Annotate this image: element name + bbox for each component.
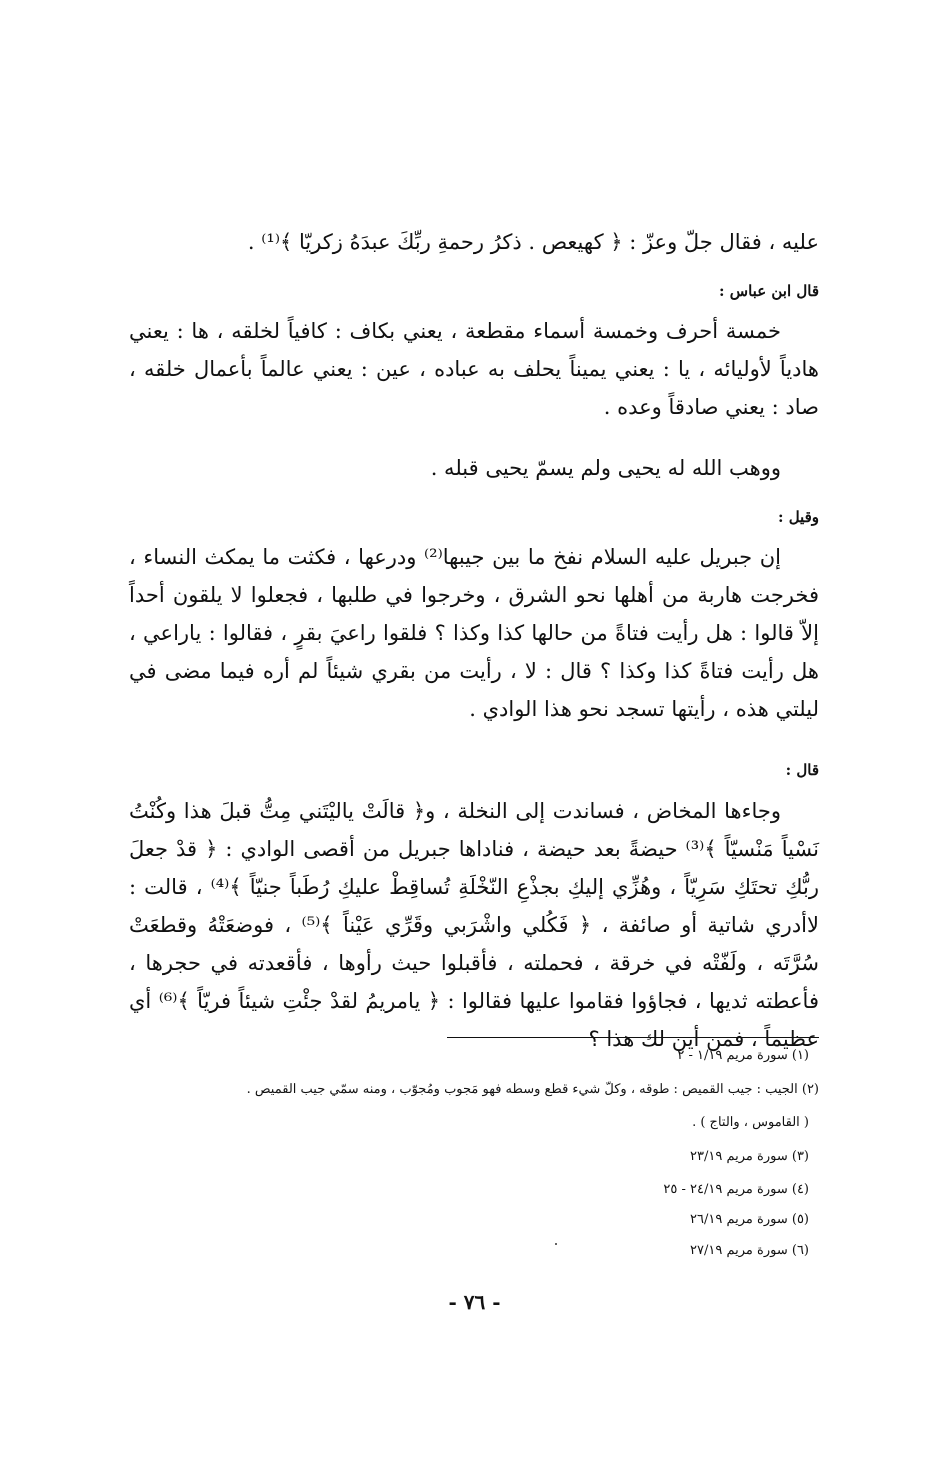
paragraph-ibn-abbas: خمسة أحرف وخمسة أسماء مقطعة ، يعني بكاف : كافياً لخلقه ، ها : يعني هادياً لأوليائه ، يا : يعني يميناً يحلف به عباده ، عين : يعني عالماً بأعمال خلقه ، صاد : يعني صادقاً وعده . [129,319,819,419]
footnote-3: (٣) سورة مريم ٢٣/١٩ [690,1149,809,1164]
page-number: - ٧٦ - [448,1290,501,1314]
footnote-1: (١) سورة مريم ١/١٩ - ٢ [677,1048,809,1063]
footnote-separator [447,1037,819,1038]
paragraph-maryam: وجاءها المخاض ، فساندت إلى النخلة ، و﴿ قالَتْ ياليْتَني مِتُّ قبلَ هذا وكُنْتُ نَسْياً مَنْسيّاً ﴾⁽³⁾ حيضةً بعد حيضة ، فناداها جبريل من أقصى الوادي : ﴿ قدْ جعلَ ربُّكِ تحتَكِ سَرِيّاً ، وهُزِّي إليكِ بجذْعِ النّخْلَةِ تُساقِطْ عليكِ رُطَباً جنيّاً ﴾⁽⁴⁾ ، قالت : لاأدري شاتية أو صائفة ، ﴿ فَكُلي واشْرَبي وقَرِّي عَيْناً ﴾⁽⁵⁾ ، فوضعَتْهُ وقطعَتْ سُرَّتَه ، ولَفّتْه في خرقة ، فحملته ، فأقبلوا حيث رأوها ، فأقعدته في حجرها ، فأعطته ثديها ، فجاؤوا فقاموا عليها فقالوا : ﴿ يامريمُ لقدْ جئْتِ شيئاً فريّاً ﴾⁽⁶⁾ أي عظيماً ، فمن أين لك هذا ؟ [129,799,820,1051]
paragraph-jibril: إن جبريل عليه السلام نفخ ما بين جيبها⁽²⁾ ودرعها ، فكثت ما يمكث النساء ، فخرجت هاربة من أهلها نحو الشرق ، وخرجوا في طلبها ، فجعلوا لا يلقون أحداً إلاّ قالوا : هل رأيت فتاةً من حالها كذا وكذا ؟ فلقوا راعيَ بقرٍ ، فقالوا : ياراعي ، هل رأيت فتاةً كذا وكذا ؟ قال : لا ، رأيت من بقري شيئاً لم أره فيما مضى في ليلتي هذه ، رأيتها تسجد نحو هذا الوادي . [129,545,819,721]
paragraph-yahya: ووهب الله له يحيى ولم يسمّ يحيى قبله . [430,456,781,480]
paragraph-continuation: عليه ، فقال جلّ وعزّ : ﴿ كهيعص . ذكرُ رحمةِ ربِّكَ عبدَهُ زكريّا ﴾⁽¹⁾ . [247,230,819,254]
section-heading-qila: وقيل : [777,508,819,526]
section-heading-qal: قال : [785,761,819,779]
footnote-5: (٥) سورة مريم ٢٦/١٩ [690,1212,809,1227]
footnote-4: (٤) سورة مريم ٢٤/١٩ - ٢٥ [663,1182,809,1197]
stray-mark [555,1243,557,1245]
footnote-2: (٢) الجيب : جيب القميص : طوقه ، وكلّ شيء قطع وسطه فهو مَجوب ومُجوّب ، ومنه سمّي جيب القميص . [246,1082,819,1097]
footnote-2-source: ( القاموس ، والتاج ) . [692,1115,809,1130]
section-heading-ibn-abbas: قال ابن عباس : [719,282,819,300]
footnote-6: (٦) سورة مريم ٢٧/١٩ [690,1243,809,1258]
